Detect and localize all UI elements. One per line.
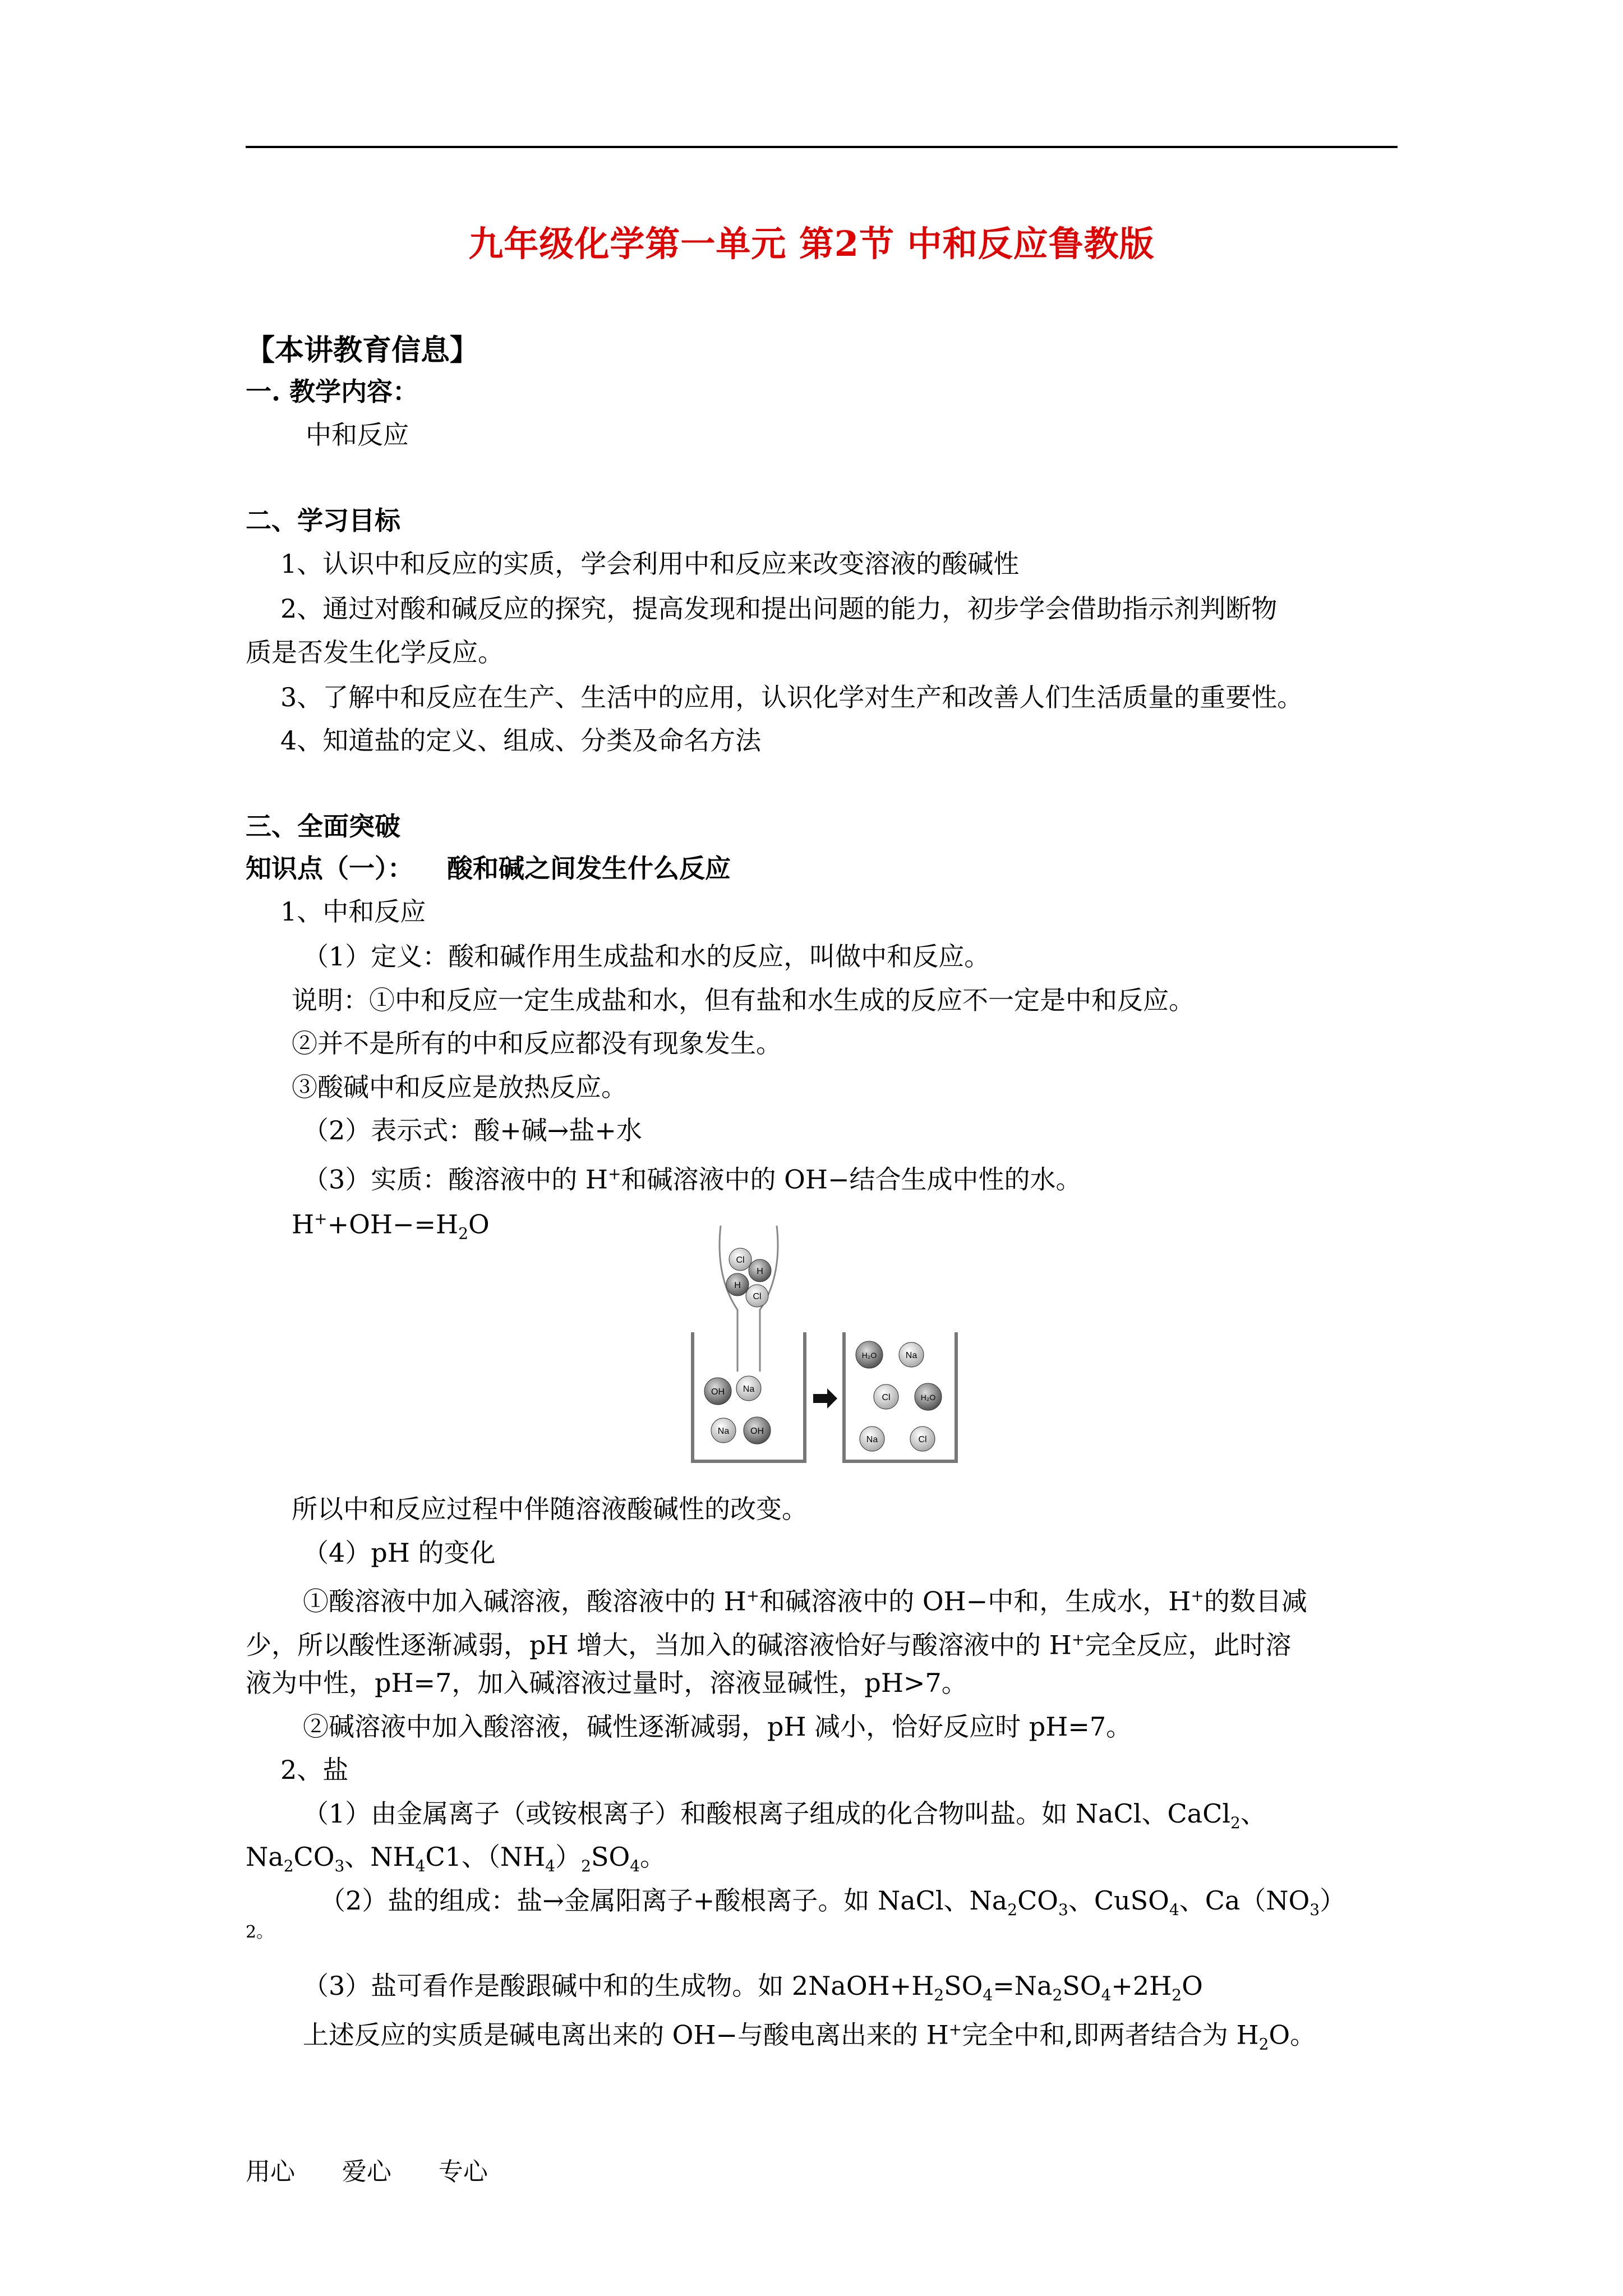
right-ion-1: H₂O [861, 1351, 877, 1360]
footer-b: 爱心 [342, 2157, 391, 2186]
goal-3: 3、了解中和反应在生产、生活中的应用，认识化学对生产和改善人们生活质量的重要性。 [280, 682, 1303, 712]
footer-a: 用心 [246, 2157, 295, 2186]
goal-2b: 质是否发生化学反应。 [246, 637, 504, 668]
ph-heading: （4）pH 的变化 [303, 1538, 496, 1568]
funnel-ion-4: Cl [753, 1292, 762, 1301]
right-ion-2: Na [905, 1351, 917, 1360]
salt-2: （2）盐的组成：盐→金属阳离子+酸根离子。如 NaCl、$Na_2CO_3$、CuSO$_4$、$Ca(NO_3)$ [320, 1885, 1346, 1920]
page-title: 九年级化学第一单元 第2节 中和反应鲁教版 [468, 223, 1155, 264]
salt-1-line-2: $Na_2CO_3$、$NH_4C1$、$(NH_4)_2SO_4$。 [246, 1842, 666, 1876]
right-ion-4: H₂O [920, 1393, 936, 1402]
goal-2a: 2、通过对酸和碱反应的探究，提高发现和提出问题的能力，初步学会借助指示剂判断物 [280, 593, 1278, 624]
expression: （2）表示式：酸+碱→盐+水 [303, 1115, 642, 1145]
left-ion-2: Na [743, 1384, 755, 1394]
right-ion-6: Cl [918, 1435, 927, 1444]
funnel-ion-1: Cl [736, 1255, 745, 1265]
after-figure-text: 所以中和反应过程中伴随溶液酸碱性的改变。 [292, 1494, 808, 1524]
ph-1-line-2: 少，所以酸性逐渐减弱，pH 增大，当加入的碱溶液恰好与酸溶液中的 H+完全反应，此时溶 [246, 1630, 1292, 1660]
ph-1-line-1: ①酸溶液中加入碱溶液，酸溶液中的 H+和碱溶液中的 OH−中和，生成水，H+的数目减 [303, 1586, 1307, 1617]
right-ion-3: Cl [882, 1393, 891, 1402]
right-ion-5: Na [866, 1435, 878, 1444]
section-2-heading: 二、学习目标 [246, 505, 400, 536]
kp-label: 知识点（一）： [246, 853, 413, 884]
section-1-content: 中和反应 [306, 420, 409, 450]
neutralization-diagram [676, 1226, 967, 1473]
header-rule [246, 146, 1398, 148]
note-1: 说明：①中和反应一定生成盐和水，但有盐和水生成的反应不一定是中和反应。 [292, 985, 1195, 1015]
ph-1-line-3: 液为中性，pH=7，加入碱溶液过量时，溶液显碱性，pH>7。 [246, 1668, 967, 1698]
goal-1: 1、认识中和反应的实质，学会利用中和反应来改变溶液的酸碱性 [280, 549, 1020, 579]
salt-2-end: 2。 [246, 1922, 274, 1942]
note-3: ③酸碱中和反应是放热反应。 [292, 1072, 627, 1102]
point-1-heading: 1、中和反应 [280, 896, 426, 927]
salt-3: （3）盐可看作是酸跟碱中和的生成物。如 $2NaOH+H_2SO_4=Na_2SO_4+2H_2O$ [303, 1971, 1203, 2005]
footer [246, 2151, 488, 2187]
kp-title: 酸和碱之间发生什么反应 [447, 853, 731, 884]
left-ion-3: Na [717, 1427, 730, 1436]
note-2: ②并不是所有的中和反应都没有现象发生。 [292, 1028, 782, 1059]
knowledge-point-1 [246, 852, 731, 885]
salt-1-line-1: （1）由金属离子（或铵根离子）和酸根离子组成的化合物叫盐。如 NaCl、CaCl$_2$、 [303, 1798, 1266, 1833]
funnel-ion-2: H [757, 1267, 763, 1276]
section-3-heading: 三、全面突破 [246, 811, 400, 841]
left-ion-4: OH [750, 1427, 764, 1436]
salt-4: 上述反应的实质是碱电离出来的 OH−与酸电离出来的 H+完全中和,即两者结合为 $H_2O$。 [303, 2019, 1316, 2054]
section-1-heading: 一. 教学内容： [246, 376, 419, 407]
point-2-heading: 2、盐 [280, 1755, 349, 1785]
funnel-ion-3: H [734, 1281, 741, 1290]
essence: （3）实质：酸溶液中的 H+和碱溶液中的 OH−结合生成中性的水。 [303, 1164, 1082, 1195]
definition: （1）定义：酸和碱作用生成盐和水的反应，叫做中和反应。 [303, 941, 990, 972]
footer-c: 专心 [438, 2157, 488, 2186]
ionic-equation: $H^++OH-=H_2O$ [292, 1209, 490, 1243]
ph-2: ②碱溶液中加入酸溶液，碱性逐渐减弱，pH 减小，恰好反应时 pH=7。 [303, 1711, 1132, 1742]
goal-4: 4、知道盐的定义、组成、分类及命名方法 [280, 725, 762, 756]
left-ion-1: OH [711, 1387, 725, 1397]
info-header: 【本讲教育信息】 [246, 333, 479, 367]
